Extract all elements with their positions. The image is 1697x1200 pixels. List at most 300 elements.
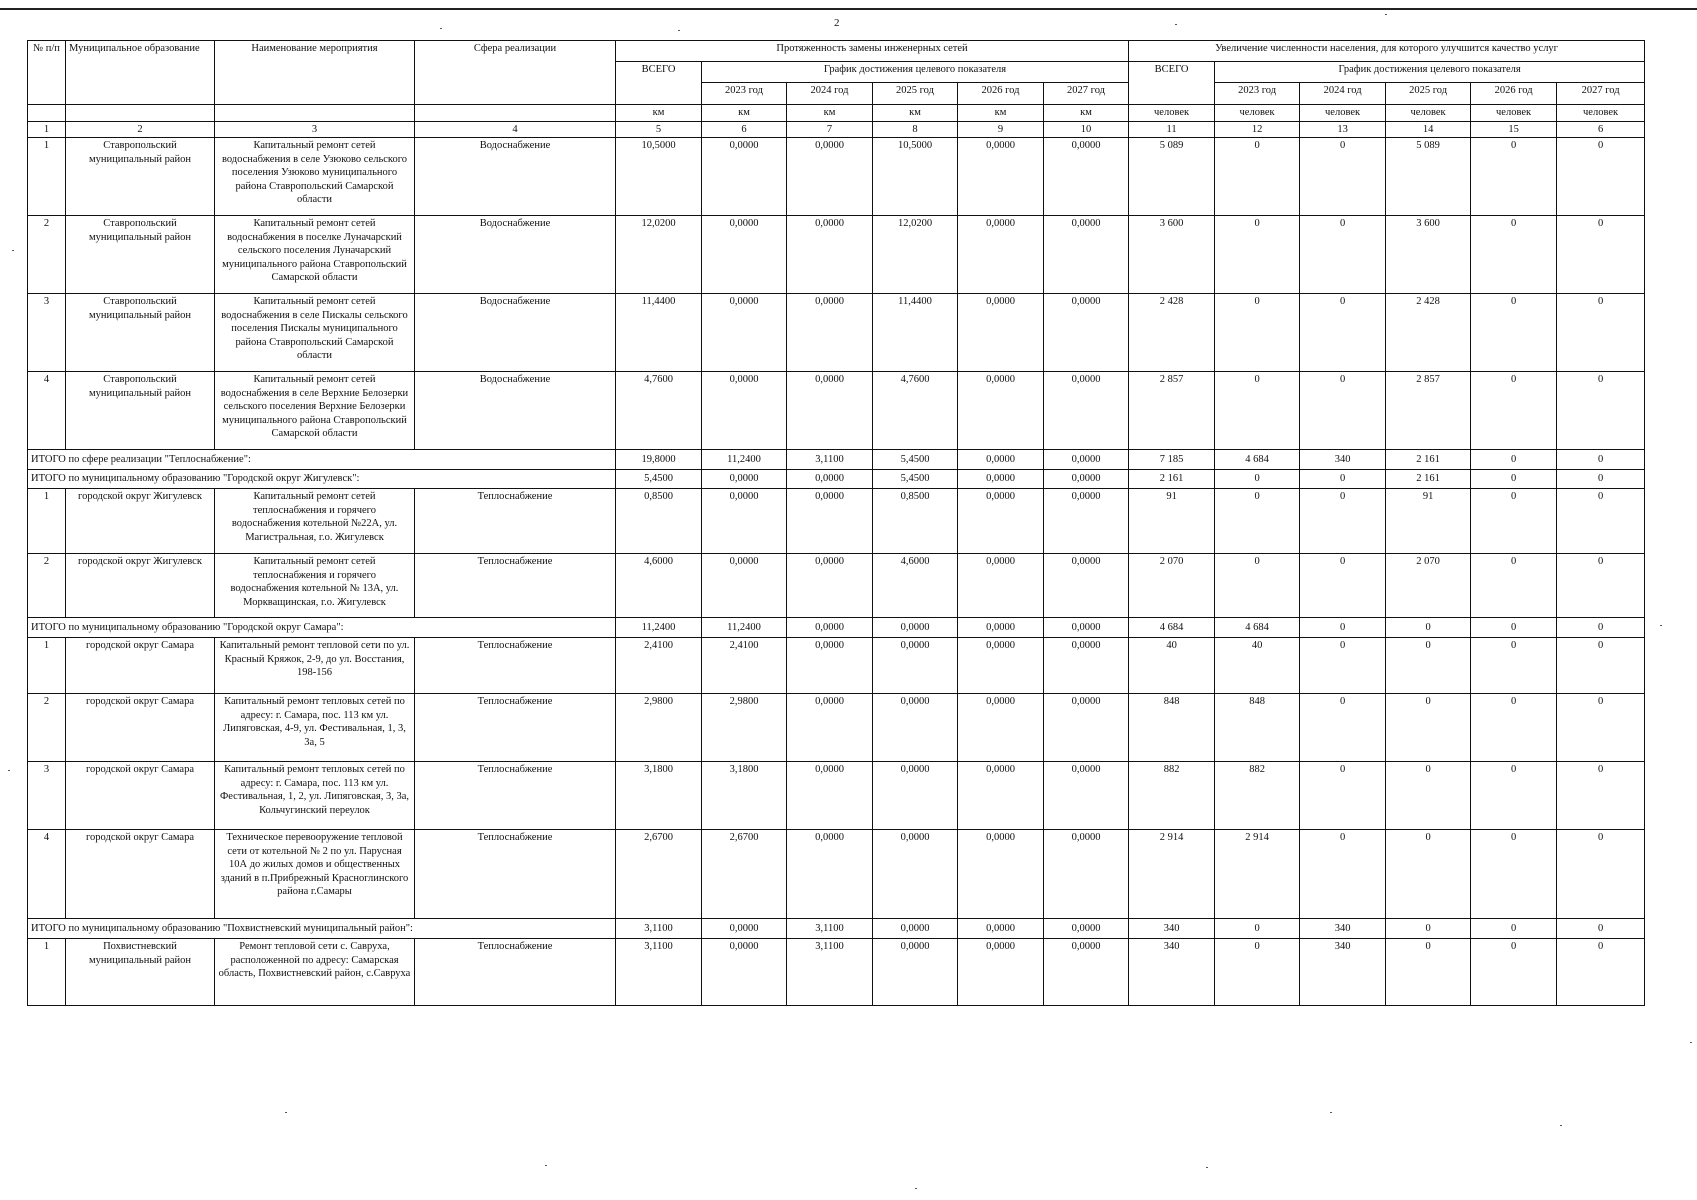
population-value: 2 914 (1215, 830, 1300, 919)
length-value: 0,0000 (1044, 450, 1129, 470)
population-value: 0 (1215, 489, 1300, 554)
population-value: 0 (1471, 762, 1557, 830)
row-number: 1 (28, 489, 66, 554)
length-value: 2,9800 (616, 694, 702, 762)
length-value: 0,0000 (702, 216, 787, 294)
length-value: 0,0000 (1044, 694, 1129, 762)
total-label: ИТОГО по муниципальному образованию "Городской округ Самара": (28, 618, 616, 638)
column-number: 13 (1300, 121, 1386, 138)
length-value: 10,5000 (873, 138, 958, 216)
row-number: 4 (28, 830, 66, 919)
total-row (28, 470, 1645, 489)
length-value: 2,6700 (616, 830, 702, 919)
header-year: 2024 год (1300, 83, 1386, 105)
column-number: 11 (1129, 121, 1215, 138)
length-value: 0,0000 (1044, 618, 1129, 638)
column-number: 8 (873, 121, 958, 138)
column-number: 4 (415, 121, 616, 138)
length-value: 0,0000 (702, 939, 787, 1006)
population-value: 0 (1557, 470, 1645, 489)
scan-speck (1690, 1042, 1692, 1043)
length-value: 0,0000 (787, 216, 873, 294)
length-value: 0,0000 (873, 939, 958, 1006)
length-value: 0,0000 (787, 830, 873, 919)
population-value: 5 089 (1129, 138, 1215, 216)
event-cell: Капитальный ремонт сетей водоснабжения в селе Верхние Белозерки сельского поселения Верхние Белозерки муниципального района Ставропольский Самарской области (215, 372, 415, 450)
length-value: 2,6700 (702, 830, 787, 919)
length-value: 0,0000 (958, 489, 1044, 554)
population-value: 0 (1300, 694, 1386, 762)
total-row (28, 618, 1645, 638)
length-value: 0,0000 (958, 939, 1044, 1006)
sphere-cell: Теплоснабжение (415, 638, 616, 694)
length-value: 0,0000 (873, 694, 958, 762)
unit-people: человек (1557, 105, 1645, 122)
sphere-cell: Водоснабжение (415, 216, 616, 294)
total-label: ИТОГО по сфере реализации "Теплоснабжение": (28, 450, 616, 470)
population-value: 0 (1386, 830, 1471, 919)
length-value: 0,0000 (873, 618, 958, 638)
row-number: 4 (28, 372, 66, 450)
length-value: 0,0000 (958, 919, 1044, 939)
length-value: 0,8500 (616, 489, 702, 554)
length-value: 0,0000 (958, 294, 1044, 372)
length-value: 3,1100 (787, 919, 873, 939)
population-value: 0 (1300, 294, 1386, 372)
population-value: 4 684 (1215, 450, 1300, 470)
population-value: 2 070 (1129, 554, 1215, 618)
table-row (28, 372, 1645, 450)
unit-cell (215, 105, 415, 122)
municipality-cell: городской округ Самара (66, 694, 215, 762)
header-event: Наименование мероприятия (215, 41, 415, 105)
header-year: 2026 год (1471, 83, 1557, 105)
population-value: 2 161 (1129, 470, 1215, 489)
length-value: 4,7600 (616, 372, 702, 450)
population-value: 0 (1471, 919, 1557, 939)
length-value: 0,0000 (702, 489, 787, 554)
table-row (28, 138, 1645, 216)
population-value: 3 600 (1129, 216, 1215, 294)
population-value: 0 (1557, 830, 1645, 919)
population-value: 0 (1471, 618, 1557, 638)
column-number: 12 (1215, 121, 1300, 138)
top-rule (0, 8, 1697, 10)
total-label: ИТОГО по муниципальному образованию "Городской округ Жигулевск": (28, 470, 616, 489)
municipality-cell: городской округ Самара (66, 762, 215, 830)
length-value: 0,0000 (958, 618, 1044, 638)
length-value: 0,0000 (702, 554, 787, 618)
length-value: 2,4100 (616, 638, 702, 694)
header-year: 2025 год (1386, 83, 1471, 105)
population-value: 340 (1300, 919, 1386, 939)
event-cell: Капитальный ремонт сетей теплоснабжения и горячего водоснабжения котельной № 13А, ул. Моркващинская, г.о. Жигулевск (215, 554, 415, 618)
population-value: 0 (1471, 830, 1557, 919)
municipality-cell: Ставропольский муниципальный район (66, 372, 215, 450)
population-value: 0 (1557, 450, 1645, 470)
length-value: 3,1800 (616, 762, 702, 830)
population-value: 0 (1215, 919, 1300, 939)
page-number: 2 (834, 17, 840, 29)
population-value: 340 (1129, 919, 1215, 939)
header-length-total: ВСЕГО (616, 62, 702, 105)
header-pop-total: ВСЕГО (1129, 62, 1215, 105)
unit-km: км (616, 105, 702, 122)
length-value: 0,0000 (1044, 216, 1129, 294)
event-cell: Капитальный ремонт тепловых сетей по адресу: г. Самара, пос. 113 км ул. Липяговская, 4-9, ул. Фестивальная, 1, 3, 3а, 5 (215, 694, 415, 762)
table-row (28, 830, 1645, 919)
population-value: 3 600 (1386, 216, 1471, 294)
municipality-cell: Ставропольский муниципальный район (66, 138, 215, 216)
population-value: 882 (1215, 762, 1300, 830)
header-population-group: Увеличение численности населения, для которого улучшится качество услуг (1129, 41, 1645, 62)
population-value: 91 (1386, 489, 1471, 554)
population-value: 0 (1215, 554, 1300, 618)
length-value: 0,0000 (1044, 372, 1129, 450)
length-value: 10,5000 (616, 138, 702, 216)
sphere-cell: Водоснабжение (415, 294, 616, 372)
header-length-group: Протяженность замены инженерных сетей (616, 41, 1129, 62)
population-value: 0 (1557, 694, 1645, 762)
length-value: 0,0000 (787, 638, 873, 694)
length-value: 11,4400 (873, 294, 958, 372)
population-value: 2 070 (1386, 554, 1471, 618)
column-number: 10 (1044, 121, 1129, 138)
header-year: 2025 год (873, 83, 958, 105)
population-value: 0 (1557, 489, 1645, 554)
length-value: 3,1800 (702, 762, 787, 830)
total-row (28, 919, 1645, 939)
row-number: 1 (28, 939, 66, 1006)
unit-km: км (958, 105, 1044, 122)
column-number: 1 (28, 121, 66, 138)
population-value: 0 (1300, 489, 1386, 554)
header-municipality: Муниципальное образование (66, 41, 215, 105)
municipality-cell: Ставропольский муниципальный район (66, 294, 215, 372)
scan-speck (8, 770, 10, 771)
scan-speck (1560, 1125, 1562, 1126)
population-value: 40 (1215, 638, 1300, 694)
population-value: 0 (1471, 470, 1557, 489)
table-row (28, 762, 1645, 830)
population-value: 340 (1129, 939, 1215, 1006)
length-value: 0,0000 (873, 638, 958, 694)
header-year: 2026 год (958, 83, 1044, 105)
scan-speck (545, 1165, 547, 1166)
header-sphere: Сфера реализации (415, 41, 616, 105)
table-row (28, 694, 1645, 762)
unit-cell (66, 105, 215, 122)
population-value: 0 (1386, 919, 1471, 939)
column-number: 6 (1557, 121, 1645, 138)
population-value: 0 (1471, 138, 1557, 216)
length-value: 0,0000 (958, 762, 1044, 830)
column-number: 7 (787, 121, 873, 138)
municipality-cell: Ставропольский муниципальный район (66, 216, 215, 294)
population-value: 4 684 (1129, 618, 1215, 638)
length-value: 0,0000 (958, 554, 1044, 618)
sphere-cell: Водоснабжение (415, 138, 616, 216)
population-value: 0 (1300, 554, 1386, 618)
unit-people: человек (1215, 105, 1300, 122)
header-length-schedule: График достижения целевого показателя (702, 62, 1129, 83)
population-value: 0 (1215, 216, 1300, 294)
population-value: 0 (1215, 939, 1300, 1006)
sphere-cell: Теплоснабжение (415, 489, 616, 554)
length-value: 0,0000 (873, 919, 958, 939)
length-value: 12,0200 (873, 216, 958, 294)
sphere-cell: Теплоснабжение (415, 762, 616, 830)
population-value: 0 (1300, 830, 1386, 919)
row-number: 2 (28, 216, 66, 294)
header-year: 2023 год (1215, 83, 1300, 105)
column-number-row (28, 121, 1645, 138)
table-row (28, 939, 1645, 1006)
length-value: 5,4500 (873, 450, 958, 470)
length-value: 4,7600 (873, 372, 958, 450)
length-value: 3,1100 (787, 450, 873, 470)
length-value: 4,6000 (873, 554, 958, 618)
population-value: 0 (1471, 554, 1557, 618)
length-value: 0,0000 (1044, 638, 1129, 694)
length-value: 0,0000 (958, 830, 1044, 919)
header-year: 2023 год (702, 83, 787, 105)
length-value: 0,0000 (787, 694, 873, 762)
table-row (28, 489, 1645, 554)
row-number: 1 (28, 138, 66, 216)
length-value: 19,8000 (616, 450, 702, 470)
row-number: 2 (28, 694, 66, 762)
population-value: 0 (1471, 489, 1557, 554)
population-value: 0 (1557, 762, 1645, 830)
length-value: 3,1100 (787, 939, 873, 1006)
scan-speck (1175, 24, 1177, 25)
total-row (28, 450, 1645, 470)
population-value: 0 (1386, 618, 1471, 638)
length-value: 0,0000 (787, 618, 873, 638)
population-value: 0 (1215, 372, 1300, 450)
event-cell: Капитальный ремонт сетей теплоснабжения и горячего водоснабжения котельной №22А, ул. Магистральная, г.о. Жигулевск (215, 489, 415, 554)
table-sheet (27, 40, 1644, 1006)
population-value: 0 (1386, 638, 1471, 694)
length-value: 0,0000 (958, 638, 1044, 694)
sphere-cell: Теплоснабжение (415, 939, 616, 1006)
event-cell: Капитальный ремонт тепловой сети по ул. Красный Кряжок, 2-9, до ул. Восстания, 198-156 (215, 638, 415, 694)
length-value: 11,2400 (616, 618, 702, 638)
municipality-cell: Похвистневский муниципальный район (66, 939, 215, 1006)
population-value: 0 (1471, 294, 1557, 372)
unit-km: км (787, 105, 873, 122)
sphere-cell: Водоснабжение (415, 372, 616, 450)
length-value: 3,1100 (616, 939, 702, 1006)
length-value: 0,0000 (958, 450, 1044, 470)
unit-cell (28, 105, 66, 122)
population-value: 4 684 (1215, 618, 1300, 638)
population-value: 2 428 (1386, 294, 1471, 372)
scan-speck (678, 30, 680, 31)
column-number: 3 (215, 121, 415, 138)
population-value: 0 (1471, 372, 1557, 450)
population-value: 0 (1471, 450, 1557, 470)
municipality-cell: городской округ Жигулевск (66, 554, 215, 618)
length-value: 4,6000 (616, 554, 702, 618)
sphere-cell: Теплоснабжение (415, 694, 616, 762)
population-value: 0 (1386, 762, 1471, 830)
length-value: 0,8500 (873, 489, 958, 554)
population-value: 0 (1557, 216, 1645, 294)
population-value: 0 (1300, 216, 1386, 294)
length-value: 0,0000 (1044, 554, 1129, 618)
event-cell: Капитальный ремонт тепловых сетей по адресу: г. Самара, пос. 113 км ул. Фестивальная, 1, 2, ул. Липяговская, 3, 3а, Кольчугинский переулок (215, 762, 415, 830)
scan-speck (440, 28, 442, 29)
length-value: 0,0000 (1044, 919, 1129, 939)
event-cell: Капитальный ремонт сетей водоснабжения в поселке Луначарский сельского поселения Луначарский муниципального района Ставропольский Самарской области (215, 216, 415, 294)
length-value: 0,0000 (958, 372, 1044, 450)
scan-speck (285, 1112, 287, 1113)
scan-speck (915, 1188, 917, 1189)
population-value: 0 (1557, 638, 1645, 694)
unit-km: км (873, 105, 958, 122)
length-value: 0,0000 (787, 294, 873, 372)
population-value: 40 (1129, 638, 1215, 694)
population-value: 0 (1215, 294, 1300, 372)
length-value: 0,0000 (702, 138, 787, 216)
header-year: 2027 год (1557, 83, 1645, 105)
length-value: 2,4100 (702, 638, 787, 694)
population-value: 0 (1300, 638, 1386, 694)
row-number: 1 (28, 638, 66, 694)
population-value: 0 (1471, 939, 1557, 1006)
length-value: 0,0000 (1044, 138, 1129, 216)
population-value: 0 (1215, 470, 1300, 489)
table-row (28, 554, 1645, 618)
length-value: 11,4400 (616, 294, 702, 372)
unit-people: человек (1300, 105, 1386, 122)
scan-speck (1206, 1167, 1208, 1168)
row-number: 2 (28, 554, 66, 618)
length-value: 2,9800 (702, 694, 787, 762)
unit-km: км (702, 105, 787, 122)
population-value: 7 185 (1129, 450, 1215, 470)
table-row (28, 294, 1645, 372)
population-value: 0 (1471, 694, 1557, 762)
population-value: 0 (1557, 294, 1645, 372)
unit-people: человек (1471, 105, 1557, 122)
length-value: 0,0000 (958, 138, 1044, 216)
population-value: 848 (1215, 694, 1300, 762)
length-value: 0,0000 (702, 470, 787, 489)
population-value: 0 (1300, 618, 1386, 638)
column-number: 14 (1386, 121, 1471, 138)
event-cell: Техническое перевооружение тепловой сети от котельной № 2 по ул. Парусная 10А до жилых домов и общественных зданий в п.Прибрежный Красноглинского района г.Самары (215, 830, 415, 919)
length-value: 0,0000 (787, 762, 873, 830)
unit-people: человек (1386, 105, 1471, 122)
length-value: 0,0000 (1044, 830, 1129, 919)
length-value: 0,0000 (787, 138, 873, 216)
event-cell: Капитальный ремонт сетей водоснабжения в селе Пискалы сельского поселения Пискалы муниципального района Ставропольский Самарской области (215, 294, 415, 372)
length-value: 0,0000 (958, 470, 1044, 489)
header-year: 2024 год (787, 83, 873, 105)
length-value: 0,0000 (787, 470, 873, 489)
length-value: 0,0000 (1044, 762, 1129, 830)
population-value: 0 (1471, 638, 1557, 694)
column-number: 9 (958, 121, 1044, 138)
scan-speck (1385, 14, 1387, 15)
population-value: 0 (1300, 138, 1386, 216)
population-value: 848 (1129, 694, 1215, 762)
unit-cell (415, 105, 616, 122)
population-value: 2 857 (1386, 372, 1471, 450)
event-cell: Капитальный ремонт сетей водоснабжения в селе Узюково сельского поселения Узюково муниципального района Ставропольский Самарской области (215, 138, 415, 216)
length-value: 0,0000 (1044, 939, 1129, 1006)
population-value: 5 089 (1386, 138, 1471, 216)
length-value: 0,0000 (873, 830, 958, 919)
column-number: 15 (1471, 121, 1557, 138)
length-value: 0,0000 (702, 372, 787, 450)
header-pop-schedule: График достижения целевого показателя (1215, 62, 1645, 83)
population-value: 0 (1300, 372, 1386, 450)
population-value: 0 (1300, 470, 1386, 489)
length-value: 0,0000 (1044, 489, 1129, 554)
table-row (28, 216, 1645, 294)
population-value: 0 (1215, 138, 1300, 216)
length-value: 11,2400 (702, 618, 787, 638)
length-value: 5,4500 (873, 470, 958, 489)
length-value: 0,0000 (958, 216, 1044, 294)
population-value: 2 428 (1129, 294, 1215, 372)
length-value: 0,0000 (702, 294, 787, 372)
length-value: 0,0000 (873, 762, 958, 830)
length-value: 0,0000 (787, 372, 873, 450)
population-value: 0 (1471, 216, 1557, 294)
column-number: 5 (616, 121, 702, 138)
population-value: 2 857 (1129, 372, 1215, 450)
length-value: 3,1100 (616, 919, 702, 939)
municipality-cell: городской округ Жигулевск (66, 489, 215, 554)
length-value: 11,2400 (702, 450, 787, 470)
scan-speck (1330, 1112, 1332, 1113)
population-value: 0 (1557, 939, 1645, 1006)
population-value: 2 161 (1386, 450, 1471, 470)
length-value: 0,0000 (1044, 470, 1129, 489)
population-value: 340 (1300, 939, 1386, 1006)
total-label: ИТОГО по муниципальному образованию "Похвистневский муниципальный район": (28, 919, 616, 939)
targets-table (27, 40, 1645, 1006)
unit-people: человек (1129, 105, 1215, 122)
population-value: 882 (1129, 762, 1215, 830)
length-value: 12,0200 (616, 216, 702, 294)
column-number: 2 (66, 121, 215, 138)
population-value: 91 (1129, 489, 1215, 554)
length-value: 0,0000 (958, 694, 1044, 762)
sphere-cell: Теплоснабжение (415, 830, 616, 919)
population-value: 0 (1300, 762, 1386, 830)
unit-km: км (1044, 105, 1129, 122)
column-number: 6 (702, 121, 787, 138)
length-value: 0,0000 (787, 554, 873, 618)
length-value: 0,0000 (1044, 294, 1129, 372)
municipality-cell: городской округ Самара (66, 638, 215, 694)
population-value: 0 (1557, 138, 1645, 216)
population-value: 0 (1386, 694, 1471, 762)
scan-speck (1660, 625, 1662, 626)
sphere-cell: Теплоснабжение (415, 554, 616, 618)
row-number: 3 (28, 294, 66, 372)
population-value: 340 (1300, 450, 1386, 470)
length-value: 5,4500 (616, 470, 702, 489)
length-value: 0,0000 (787, 489, 873, 554)
length-value: 0,0000 (702, 919, 787, 939)
